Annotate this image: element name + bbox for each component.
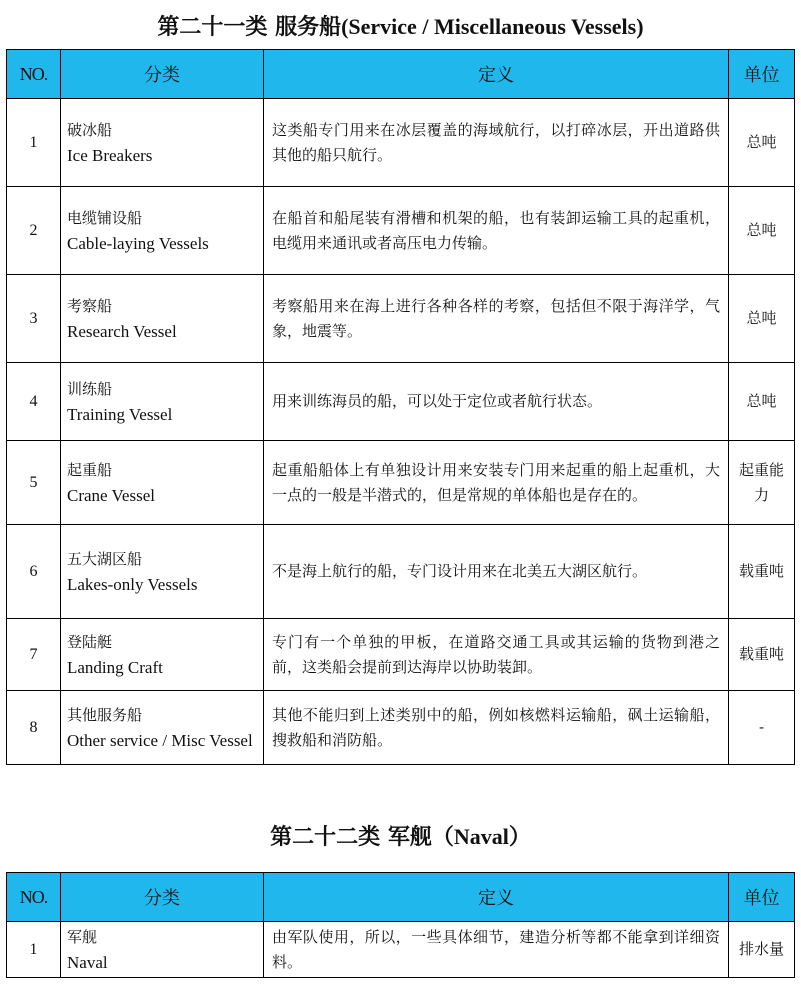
header-definition: 定义 [264, 873, 729, 922]
row-definition: 由军队使用，所以，一些具体细节，建造分析等都不能拿到详细资料。 [264, 922, 729, 978]
row-category [61, 525, 264, 619]
section-title-22-suffix: ） [508, 824, 531, 850]
table-row [7, 525, 795, 619]
header-unit: 单位 [729, 873, 795, 922]
category-en: Research Vessel [67, 321, 177, 341]
category-zh: 五大湖区船 [67, 549, 143, 568]
row-definition: 起重船船体上有单独设计用来安装专门用来起重的船上起重机，大一点的一般是半潜式的，但是常规的单体船也是存在的。 [264, 441, 729, 525]
row-no: 1 [7, 922, 61, 978]
table-row [7, 99, 795, 187]
category-zh: 训练船 [67, 379, 113, 398]
row-category [61, 619, 264, 691]
category-en: Ice Breakers [67, 145, 153, 165]
row-definition: 这类船专门用来在冰层覆盖的海域航行，以打碎冰层，开出道路供其他的船只航行。 [264, 99, 729, 187]
table-row [7, 922, 795, 978]
category-zh: 电缆铺设船 [67, 208, 143, 227]
row-definition: 在船首和船尾装有滑槽和机架的船，也有装卸运输工具的起重机，电缆用来通讯或者高压电力传输。 [264, 187, 729, 275]
category-en: Lakes-only Vessels [67, 574, 198, 594]
section-title-21 [0, 10, 801, 41]
row-definition: 其他不能归到上述类别中的船，例如核燃料运输船，砜土运输船，搜救船和消防船。 [264, 691, 729, 765]
naval-table [6, 872, 795, 978]
row-category [61, 187, 264, 275]
row-no: 8 [7, 691, 61, 765]
header-no: NO. [7, 873, 61, 922]
category-zh: 军舰 [67, 927, 98, 946]
header-definition: 定义 [264, 50, 729, 99]
category-zh: 登陆艇 [67, 632, 113, 651]
table-header-row [7, 50, 795, 99]
row-no: 7 [7, 619, 61, 691]
row-category [61, 275, 264, 363]
section-title-22-en: Naval [453, 824, 509, 849]
row-unit: 总吨 [729, 187, 795, 275]
row-category [61, 922, 264, 978]
row-definition: 不是海上航行的船，专门设计用来在北美五大湖区航行。 [264, 525, 729, 619]
header-category: 分类 [61, 50, 264, 99]
table-header-row [7, 873, 795, 922]
row-unit: - [729, 691, 795, 765]
category-en: Other service / Misc Vessel [67, 730, 253, 750]
table-row [7, 275, 795, 363]
row-category [61, 363, 264, 441]
category-zh: 起重船 [67, 460, 113, 479]
category-en: Training Vessel [67, 404, 173, 424]
table-row [7, 691, 795, 765]
row-no: 5 [7, 441, 61, 525]
row-definition: 专门有一个单独的甲板，在道路交通工具或其运输的货物到港之前，这类船会提前到达海岸以协助装卸。 [264, 619, 729, 691]
row-unit: 载重吨 [729, 619, 795, 691]
category-zh: 考察船 [67, 296, 113, 315]
header-unit: 单位 [729, 50, 795, 99]
row-no: 3 [7, 275, 61, 363]
category-zh: 破冰船 [67, 120, 113, 139]
table-row [7, 363, 795, 441]
row-unit: 载重吨 [729, 525, 795, 619]
row-no: 2 [7, 187, 61, 275]
row-category [61, 691, 264, 765]
category-zh: 其他服务船 [67, 705, 143, 724]
section-title-22-prefix: 第二十二类 军舰（ [270, 824, 454, 850]
header-category: 分类 [61, 873, 264, 922]
row-definition: 考察船用来在海上进行各种各样的考察，包括但不限于海洋学，气象，地震等。 [264, 275, 729, 363]
header-no: NO. [7, 50, 61, 99]
row-unit: 总吨 [729, 275, 795, 363]
row-no: 1 [7, 99, 61, 187]
table-row [7, 619, 795, 691]
section-title-21-zh: 第二十一类 服务船 [157, 14, 342, 40]
row-definition: 用来训练海员的船，可以处于定位或者航行状态。 [264, 363, 729, 441]
row-unit: 排水量 [729, 922, 795, 978]
category-en: Crane Vessel [67, 485, 155, 505]
row-unit: 总吨 [729, 363, 795, 441]
category-en: Cable-laying Vessels [67, 233, 209, 253]
row-unit: 起重能力 [729, 441, 795, 525]
row-no: 6 [7, 525, 61, 619]
table-row [7, 187, 795, 275]
service-vessels-table [6, 49, 795, 765]
section-title-21-en: (Service / Miscellaneous Vessels) [341, 14, 644, 39]
category-en: Landing Craft [67, 657, 163, 677]
table-row [7, 441, 795, 525]
row-category [61, 99, 264, 187]
row-unit: 总吨 [729, 99, 795, 187]
category-en: Naval [67, 952, 108, 972]
section-title-22 [0, 820, 801, 851]
row-category [61, 441, 264, 525]
row-no: 4 [7, 363, 61, 441]
